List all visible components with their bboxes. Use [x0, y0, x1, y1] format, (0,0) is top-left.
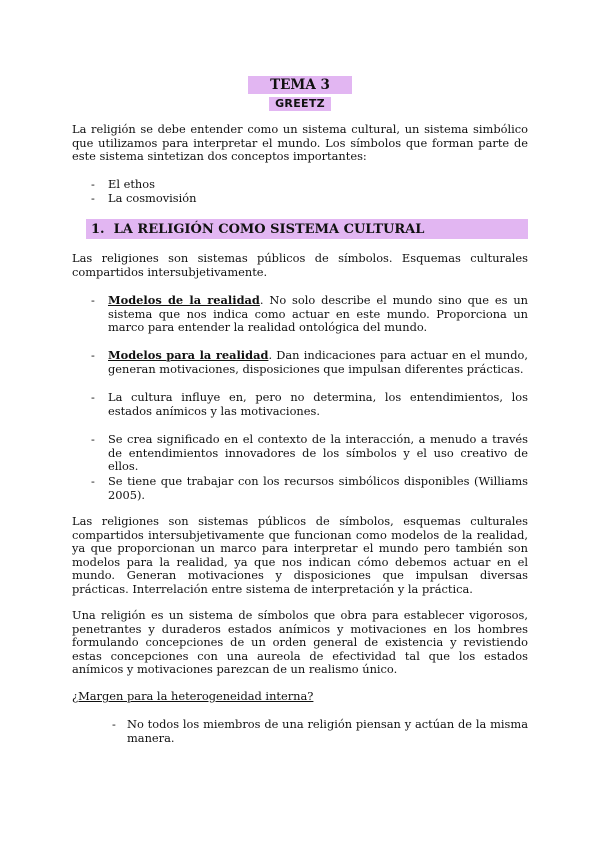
page-subtitle: GREETZ [269, 97, 331, 111]
term-modelos-de: Modelos de la realidad [108, 293, 260, 307]
concept-item-2: La cosmovisión [108, 191, 197, 205]
section-number: 1. [91, 222, 105, 237]
question-answer: No todos los miembros de una religión piensan y actúan de la misma manera. [127, 717, 528, 745]
geertz-definition: Una religión es un sistema de símbolos que obra para establecer vigorosos, penetrantes y duraderos estados anímicos y motivaciones en los hombres formulando concepciones de un orden general de existencia y revistiendo estas concepciones con una aureola de efectividad tal que los estados anímicos y motivaciones parezcan de un realismo único. [72, 608, 528, 677]
section-paragraph-1: Las religiones son sistemas públicos de símbolos. Esquemas culturales compartidos intersubjetivamente. [72, 251, 528, 279]
bullet-recursos: Se tiene que trabajar con los recursos simbólicos disponibles (Williams 2005). [108, 474, 528, 502]
list-dash: - [112, 717, 116, 731]
list-dash: - [91, 348, 95, 362]
bullet-cultura: La cultura influye en, pero no determina, los entendimientos, los estados anímicos y las motivaciones. [108, 390, 528, 418]
list-dash: - [91, 432, 95, 446]
list-dash: - [91, 474, 95, 488]
bullet-modelos-de: Modelos de la realidad. No solo describe el mundo sino que es un sistema que nos indica como actuar en este mundo. Proporciona un marco para entender la realidad ontológica del mundo. [108, 293, 528, 335]
concept-item-1: El ethos [108, 177, 155, 191]
list-dash: - [91, 191, 95, 205]
list-dash: - [91, 293, 95, 307]
bullet-modelos-para: Modelos para la realidad. Dan indicaciones para actuar en el mundo, generan motivaciones, disposiciones que impulsan diferentes prácticas. [108, 348, 528, 376]
list-dash: - [91, 390, 95, 404]
section-heading-text: LA RELIGIÓN COMO SISTEMA CULTURAL [113, 222, 425, 237]
term-modelos-para: Modelos para la realidad [108, 348, 269, 362]
question-heading: ¿Margen para la heterogeneidad interna? [72, 689, 314, 703]
intro-paragraph: La religión se debe entender como un sistema cultural, un sistema simbólico que utilizamos para interpretar el mundo. Los símbolos que forman parte de este sistema sintetizan dos conceptos importantes: [72, 122, 528, 164]
section-heading [91, 222, 424, 237]
section-paragraph-2: Las religiones son sistemas públicos de símbolos, esquemas culturales compartidos intersubjetivamente que funcionan como modelos de la realidad, ya que proporcionan un marco para interpretar el mundo pero también son modelos para la realidad, ya que nos indican cómo debemos actuar en el mundo. Generan motivaciones y disposiciones que impulsan diversas prácticas. Interrelación entre sistema de interpretación y la práctica. [72, 514, 528, 596]
page-title: TEMA 3 [248, 76, 352, 94]
bullet-significado: Se crea significado en el contexto de la interacción, a menudo a través de entendimientos innovadores de los símbolos y el uso creativo de ellos. [108, 432, 528, 474]
list-dash: - [91, 177, 95, 191]
